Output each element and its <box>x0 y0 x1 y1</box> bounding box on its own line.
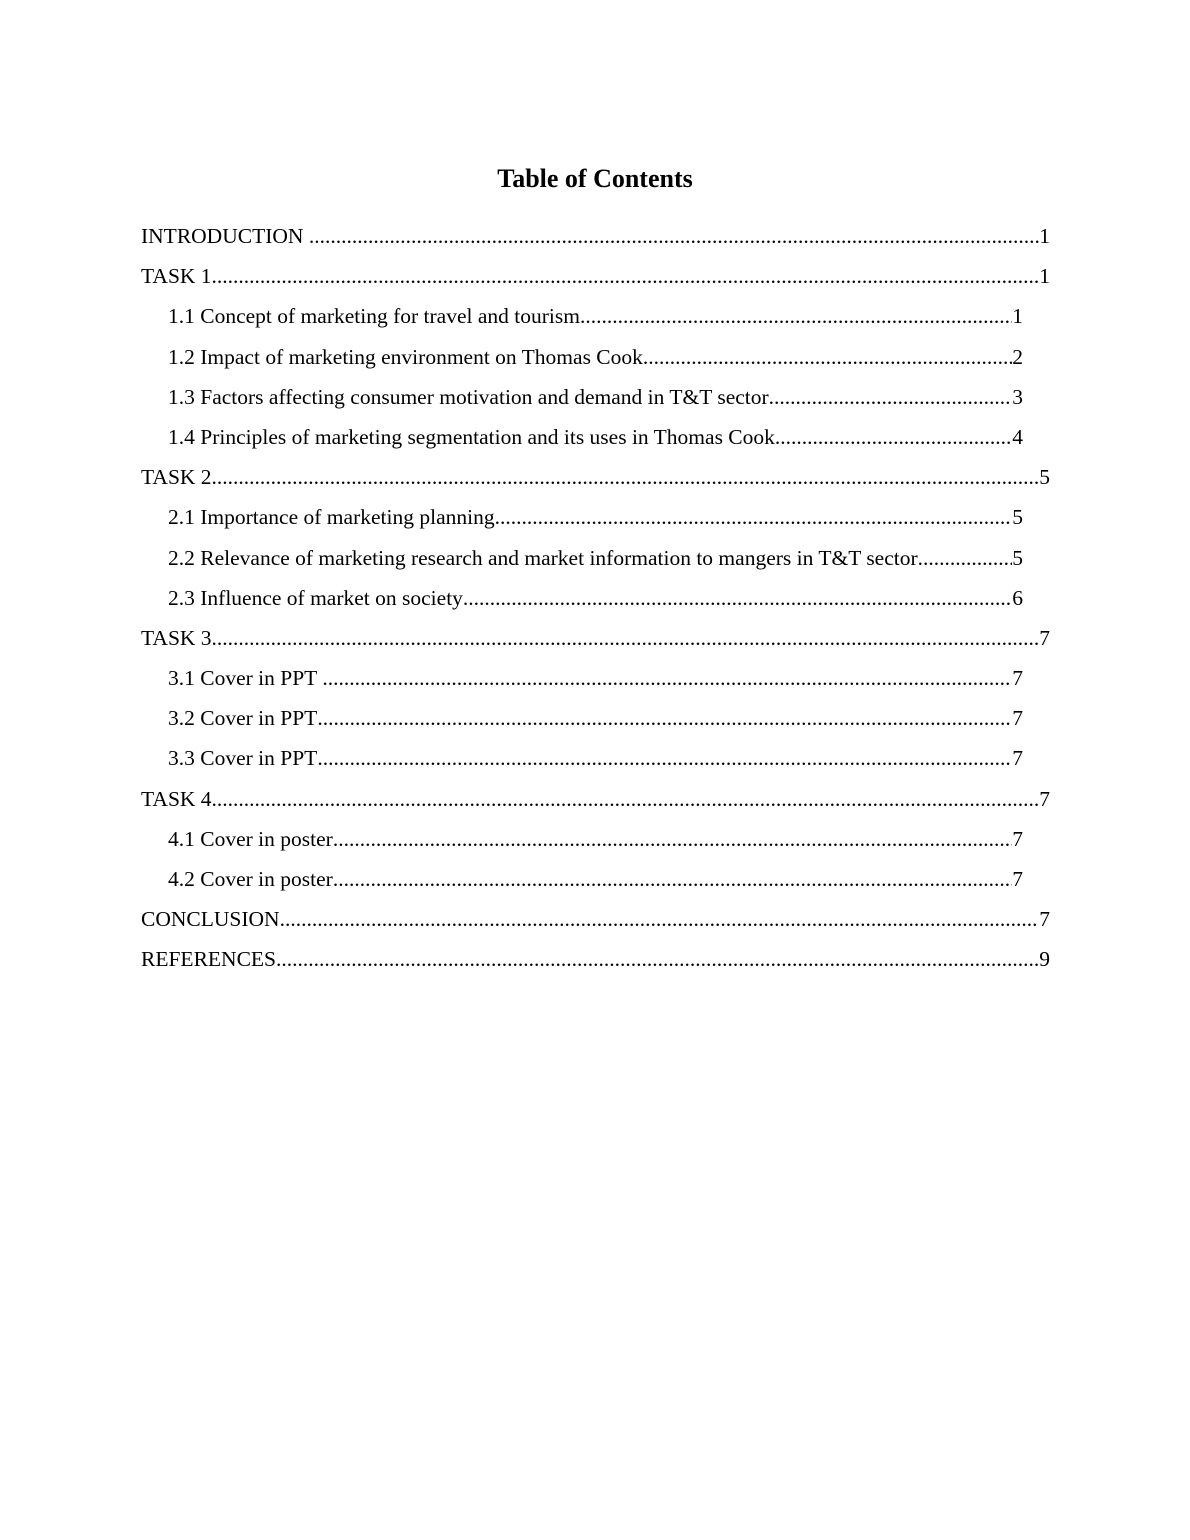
toc-dot-leader <box>276 939 1039 979</box>
toc-entry-label: TASK 3 <box>141 625 212 650</box>
toc-dot-leader <box>775 417 1012 457</box>
toc-entry-label: 3.2 Cover in PPT <box>168 706 318 731</box>
toc-dot-leader <box>317 698 1012 738</box>
toc-dot-leader <box>212 457 1040 497</box>
toc-entry[interactable] <box>168 337 1023 377</box>
toc-page-number: 1 <box>1012 304 1023 329</box>
toc-dot-leader <box>309 216 1039 256</box>
toc-entry[interactable] <box>168 859 1023 899</box>
toc-entry-label: TASK 4 <box>141 786 212 811</box>
toc-entry-label: 2.2 Relevance of marketing research and market information to mangers in T&T sector <box>168 545 918 570</box>
toc-page-number: 7 <box>1012 746 1023 771</box>
toc-entry[interactable] <box>141 457 1050 497</box>
toc-entry-label: TASK 1 <box>141 264 212 289</box>
toc-page-number: 7 <box>1039 907 1050 932</box>
toc-entry[interactable] <box>141 939 1050 979</box>
toc-entry[interactable] <box>168 417 1023 457</box>
toc-dot-leader <box>333 819 1012 859</box>
toc-entry[interactable] <box>168 538 1023 578</box>
table-of-contents <box>0 216 1190 980</box>
toc-page-number: 7 <box>1012 826 1023 851</box>
toc-dot-leader <box>643 337 1012 377</box>
toc-entry[interactable] <box>168 296 1023 336</box>
toc-entry-label: 1.4 Principles of marketing segmentation and its uses in Thomas Cook <box>168 424 775 449</box>
toc-dot-leader <box>280 899 1040 939</box>
toc-entry[interactable] <box>141 899 1050 939</box>
toc-entry[interactable] <box>141 256 1050 296</box>
toc-page-number: 4 <box>1012 424 1023 449</box>
toc-entry[interactable] <box>141 779 1050 819</box>
toc-dot-leader <box>322 658 1012 698</box>
toc-dot-leader <box>463 578 1012 618</box>
toc-page-number: 7 <box>1012 867 1023 891</box>
toc-dot-leader <box>769 377 1013 417</box>
toc-entry-label: INTRODUCTION <box>141 224 309 248</box>
toc-entry[interactable] <box>168 698 1023 738</box>
toc-entry-label: CONCLUSION <box>141 907 280 932</box>
toc-dot-leader <box>317 738 1012 778</box>
toc-dot-leader <box>212 779 1040 819</box>
toc-page-number: 5 <box>1012 545 1023 570</box>
toc-page-number: 1 <box>1039 224 1050 248</box>
toc-entry-label: TASK 2 <box>141 465 212 490</box>
page-title: Table of Contents <box>497 164 693 193</box>
toc-entry-label: 1.3 Factors affecting consumer motivation and demand in T&T sector <box>168 384 769 409</box>
toc-dot-leader <box>580 296 1012 336</box>
toc-page-number: 7 <box>1039 786 1050 811</box>
toc-entry-label: 1.2 Impact of marketing environment on Thomas Cook <box>168 344 643 369</box>
toc-entry-label: 4.2 Cover in poster <box>168 867 333 891</box>
toc-entry-label: 4.1 Cover in poster <box>168 826 333 851</box>
toc-page-number: 7 <box>1039 625 1050 650</box>
toc-entry-label: 2.1 Importance of marketing planning <box>168 505 495 530</box>
toc-dot-leader <box>212 256 1040 296</box>
toc-entry-label: 1.1 Concept of marketing for travel and tourism <box>168 304 580 329</box>
toc-dot-leader <box>918 538 1013 578</box>
toc-page-number: 7 <box>1012 706 1023 731</box>
toc-entry-label: 3.3 Cover in PPT <box>168 746 318 771</box>
toc-entry-label: REFERENCES <box>141 947 276 972</box>
toc-dot-leader <box>495 497 1013 537</box>
toc-page-number: 2 <box>1012 344 1023 369</box>
toc-dot-leader <box>333 859 1012 899</box>
toc-page-number: 9 <box>1039 947 1050 972</box>
toc-entry-label: 2.3 Influence of market on society <box>168 585 463 610</box>
toc-page-number: 1 <box>1039 264 1050 289</box>
toc-page-number: 5 <box>1012 505 1023 530</box>
toc-entry[interactable] <box>168 738 1023 778</box>
toc-page-number: 6 <box>1012 585 1023 610</box>
toc-entry[interactable] <box>168 377 1023 417</box>
toc-entry[interactable] <box>168 497 1023 537</box>
toc-entry[interactable] <box>141 216 1050 256</box>
toc-page-number: 3 <box>1012 384 1023 409</box>
toc-entry[interactable] <box>141 618 1050 658</box>
toc-entry[interactable] <box>168 819 1023 859</box>
toc-page-number: 5 <box>1039 465 1050 490</box>
toc-page-number: 7 <box>1012 666 1023 691</box>
toc-dot-leader <box>212 618 1040 658</box>
toc-entry-label: 3.1 Cover in PPT <box>168 666 323 691</box>
toc-entry[interactable] <box>168 658 1023 698</box>
toc-entry[interactable] <box>168 578 1023 618</box>
